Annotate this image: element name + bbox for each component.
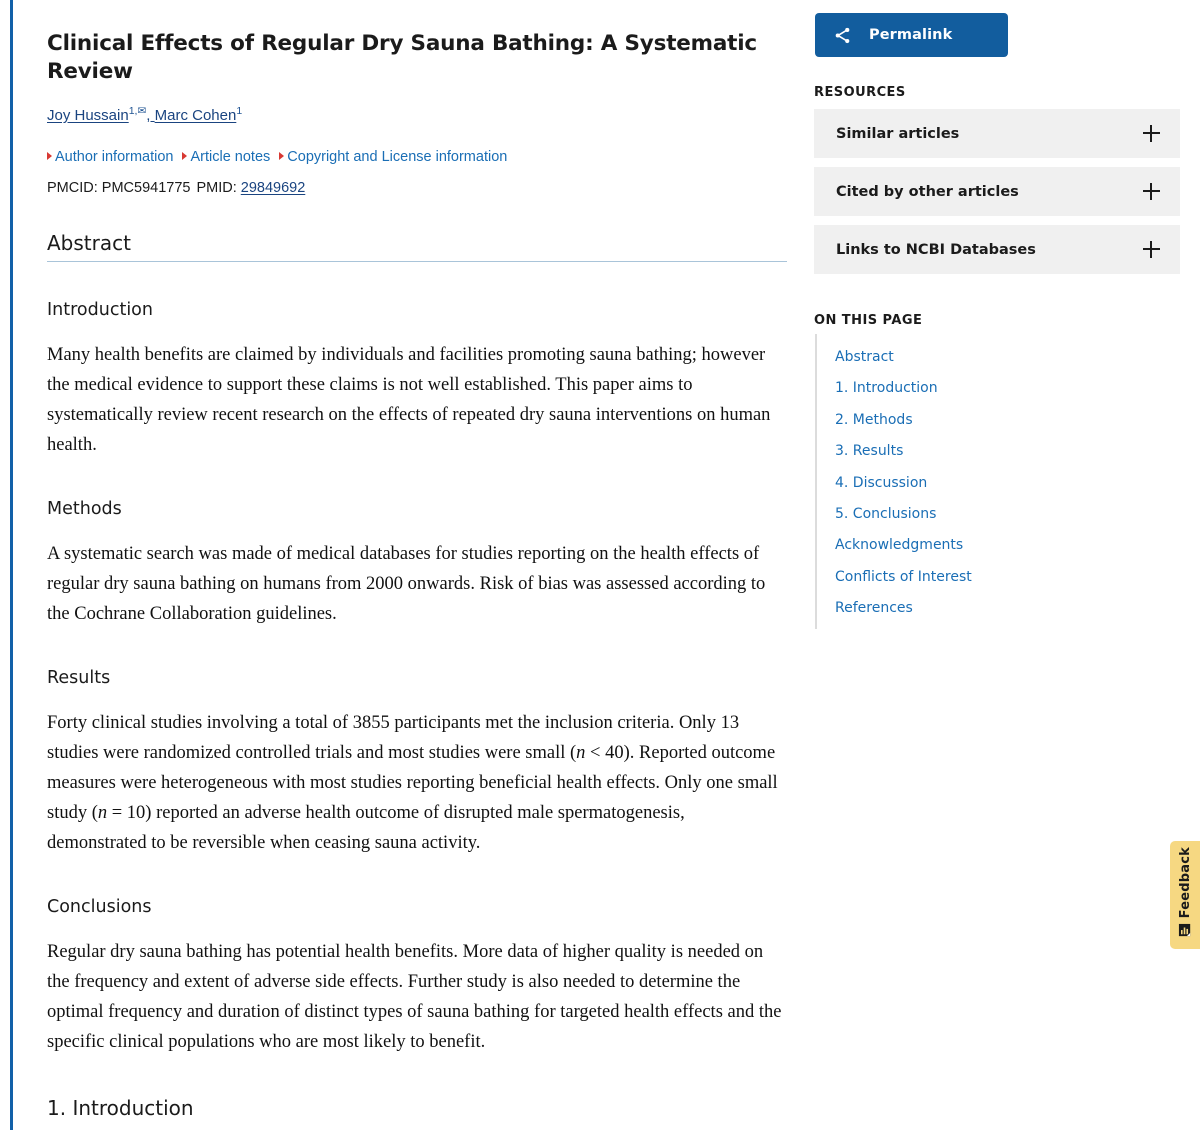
resource-item-cited-by-other-articles[interactable]	[814, 167, 1180, 216]
abstract-heading: Abstract	[47, 196, 787, 262]
pmid-link[interactable]: 29849692	[240, 180, 306, 197]
author-affiliation-2: 1	[236, 104, 243, 117]
abstract-subheading-results: Results	[47, 668, 111, 688]
resources-heading: RESOURCES	[814, 85, 906, 100]
author-affiliation-1: 1,✉	[128, 104, 147, 117]
author-link-2[interactable]: Marc Cohen	[154, 106, 237, 124]
permalink-button[interactable]	[815, 13, 1008, 57]
page-title: Clinical Effects of Regular Dry Sauna Bathing: A Systematic Review	[47, 31, 757, 84]
plus-icon[interactable]	[1143, 183, 1160, 200]
toc-item-conflicts-of-interest[interactable]: Conflicts of Interest	[835, 568, 972, 585]
triangle-right-icon	[182, 152, 187, 160]
feedback-label: Feedback	[1177, 846, 1193, 919]
toc-item-discussion[interactable]: 4. Discussion	[835, 474, 928, 491]
pmcid-label: PMCID:	[47, 180, 98, 197]
abstract-subheading-methods: Methods	[47, 499, 122, 520]
abstract-subheading-introduction: Introduction	[47, 300, 153, 321]
article-content	[47, 0, 787, 1120]
toc-item-conclusions[interactable]: 5. Conclusions	[835, 505, 937, 522]
author-list	[47, 105, 787, 126]
triangle-right-icon	[279, 152, 284, 160]
author-information-toggle[interactable]: Author information	[47, 149, 173, 165]
pmcid-value: PMC5941775	[101, 180, 191, 197]
pmid-label: PMID:	[196, 180, 237, 197]
author-link-1[interactable]: Joy Hussain	[47, 106, 129, 124]
sidebar	[814, 0, 1180, 629]
on-this-page-heading: ON THIS PAGE	[814, 313, 923, 328]
toc-item-acknowledgments[interactable]: Acknowledgments	[835, 537, 964, 554]
plus-icon[interactable]	[1143, 241, 1160, 258]
section-heading-introduction: 1. Introduction	[47, 1095, 194, 1120]
article-info-links	[47, 148, 787, 167]
bar-chart-icon	[1178, 923, 1193, 943]
resource-item-links-to-ncbi-databases[interactable]	[814, 225, 1180, 274]
share-icon	[815, 26, 869, 45]
triangle-right-icon	[47, 152, 52, 160]
abstract-subheading-conclusions: Conclusions	[47, 896, 152, 917]
author-separator: ,	[146, 106, 155, 124]
resource-item-similar-articles[interactable]	[814, 109, 1180, 158]
toc-item-references[interactable]: References	[835, 600, 913, 617]
resource-label: Links to NCBI Databases	[836, 241, 1036, 258]
permalink-label: Permalink	[869, 27, 953, 43]
plus-icon[interactable]	[1143, 125, 1160, 142]
toc-item-methods[interactable]: 2. Methods	[835, 411, 913, 428]
abstract-paragraph-methods: A systematic search was made of medical databases for studies reporting on the health effects of regular dry sauna bathing on humans from 2000 onwards. Risk of bias was assessed according to the Cochrane Collaboration guidelines.	[47, 544, 766, 625]
left-accent-rule	[10, 0, 13, 1130]
abstract-paragraph-introduction: Many health benefits are claimed by individuals and facilities promoting sauna bathing; however the medical evidence to support these claims is not well established. This paper aims to systematically review recent research on the effects of repeated dry sauna interventions on human health.	[47, 345, 771, 456]
on-this-page-nav	[815, 334, 1180, 629]
abstract-paragraph-results: Forty clinical studies involving a total of 3855 participants met the inclusion criteria. Only 13 studies were randomized controlled trials and most studies were small (n < 40). Reported outcome measures were heterogeneous with most studies reporting beneficial health effects. Only one small study (n = 10) reported an adverse health outcome of disrupted male spermatogenesis, demonstrated to be reversible when ceasing sauna activity.	[47, 713, 778, 853]
feedback-tab[interactable]	[1170, 841, 1200, 949]
toc-item-introduction[interactable]: 1. Introduction	[835, 380, 938, 397]
article-notes-toggle[interactable]: Article notes	[182, 149, 270, 165]
toc-item-results[interactable]: 3. Results	[835, 443, 904, 460]
toc-item-abstract[interactable]: Abstract	[835, 349, 894, 365]
copyright-license-toggle[interactable]: Copyright and License information	[279, 149, 507, 165]
article-identifiers	[47, 180, 787, 196]
resource-label: Similar articles	[836, 125, 960, 142]
resource-label: Cited by other articles	[836, 183, 1019, 200]
abstract-paragraph-conclusions: Regular dry sauna bathing has potential health benefits. More data of higher quality is needed on the frequency and extent of adverse side effects. Further study is also needed to determine the optimal frequency and duration of distinct types of sauna bathing for targeted health effects and the specific clinical populations who are most likely to benefit.	[47, 941, 782, 1052]
